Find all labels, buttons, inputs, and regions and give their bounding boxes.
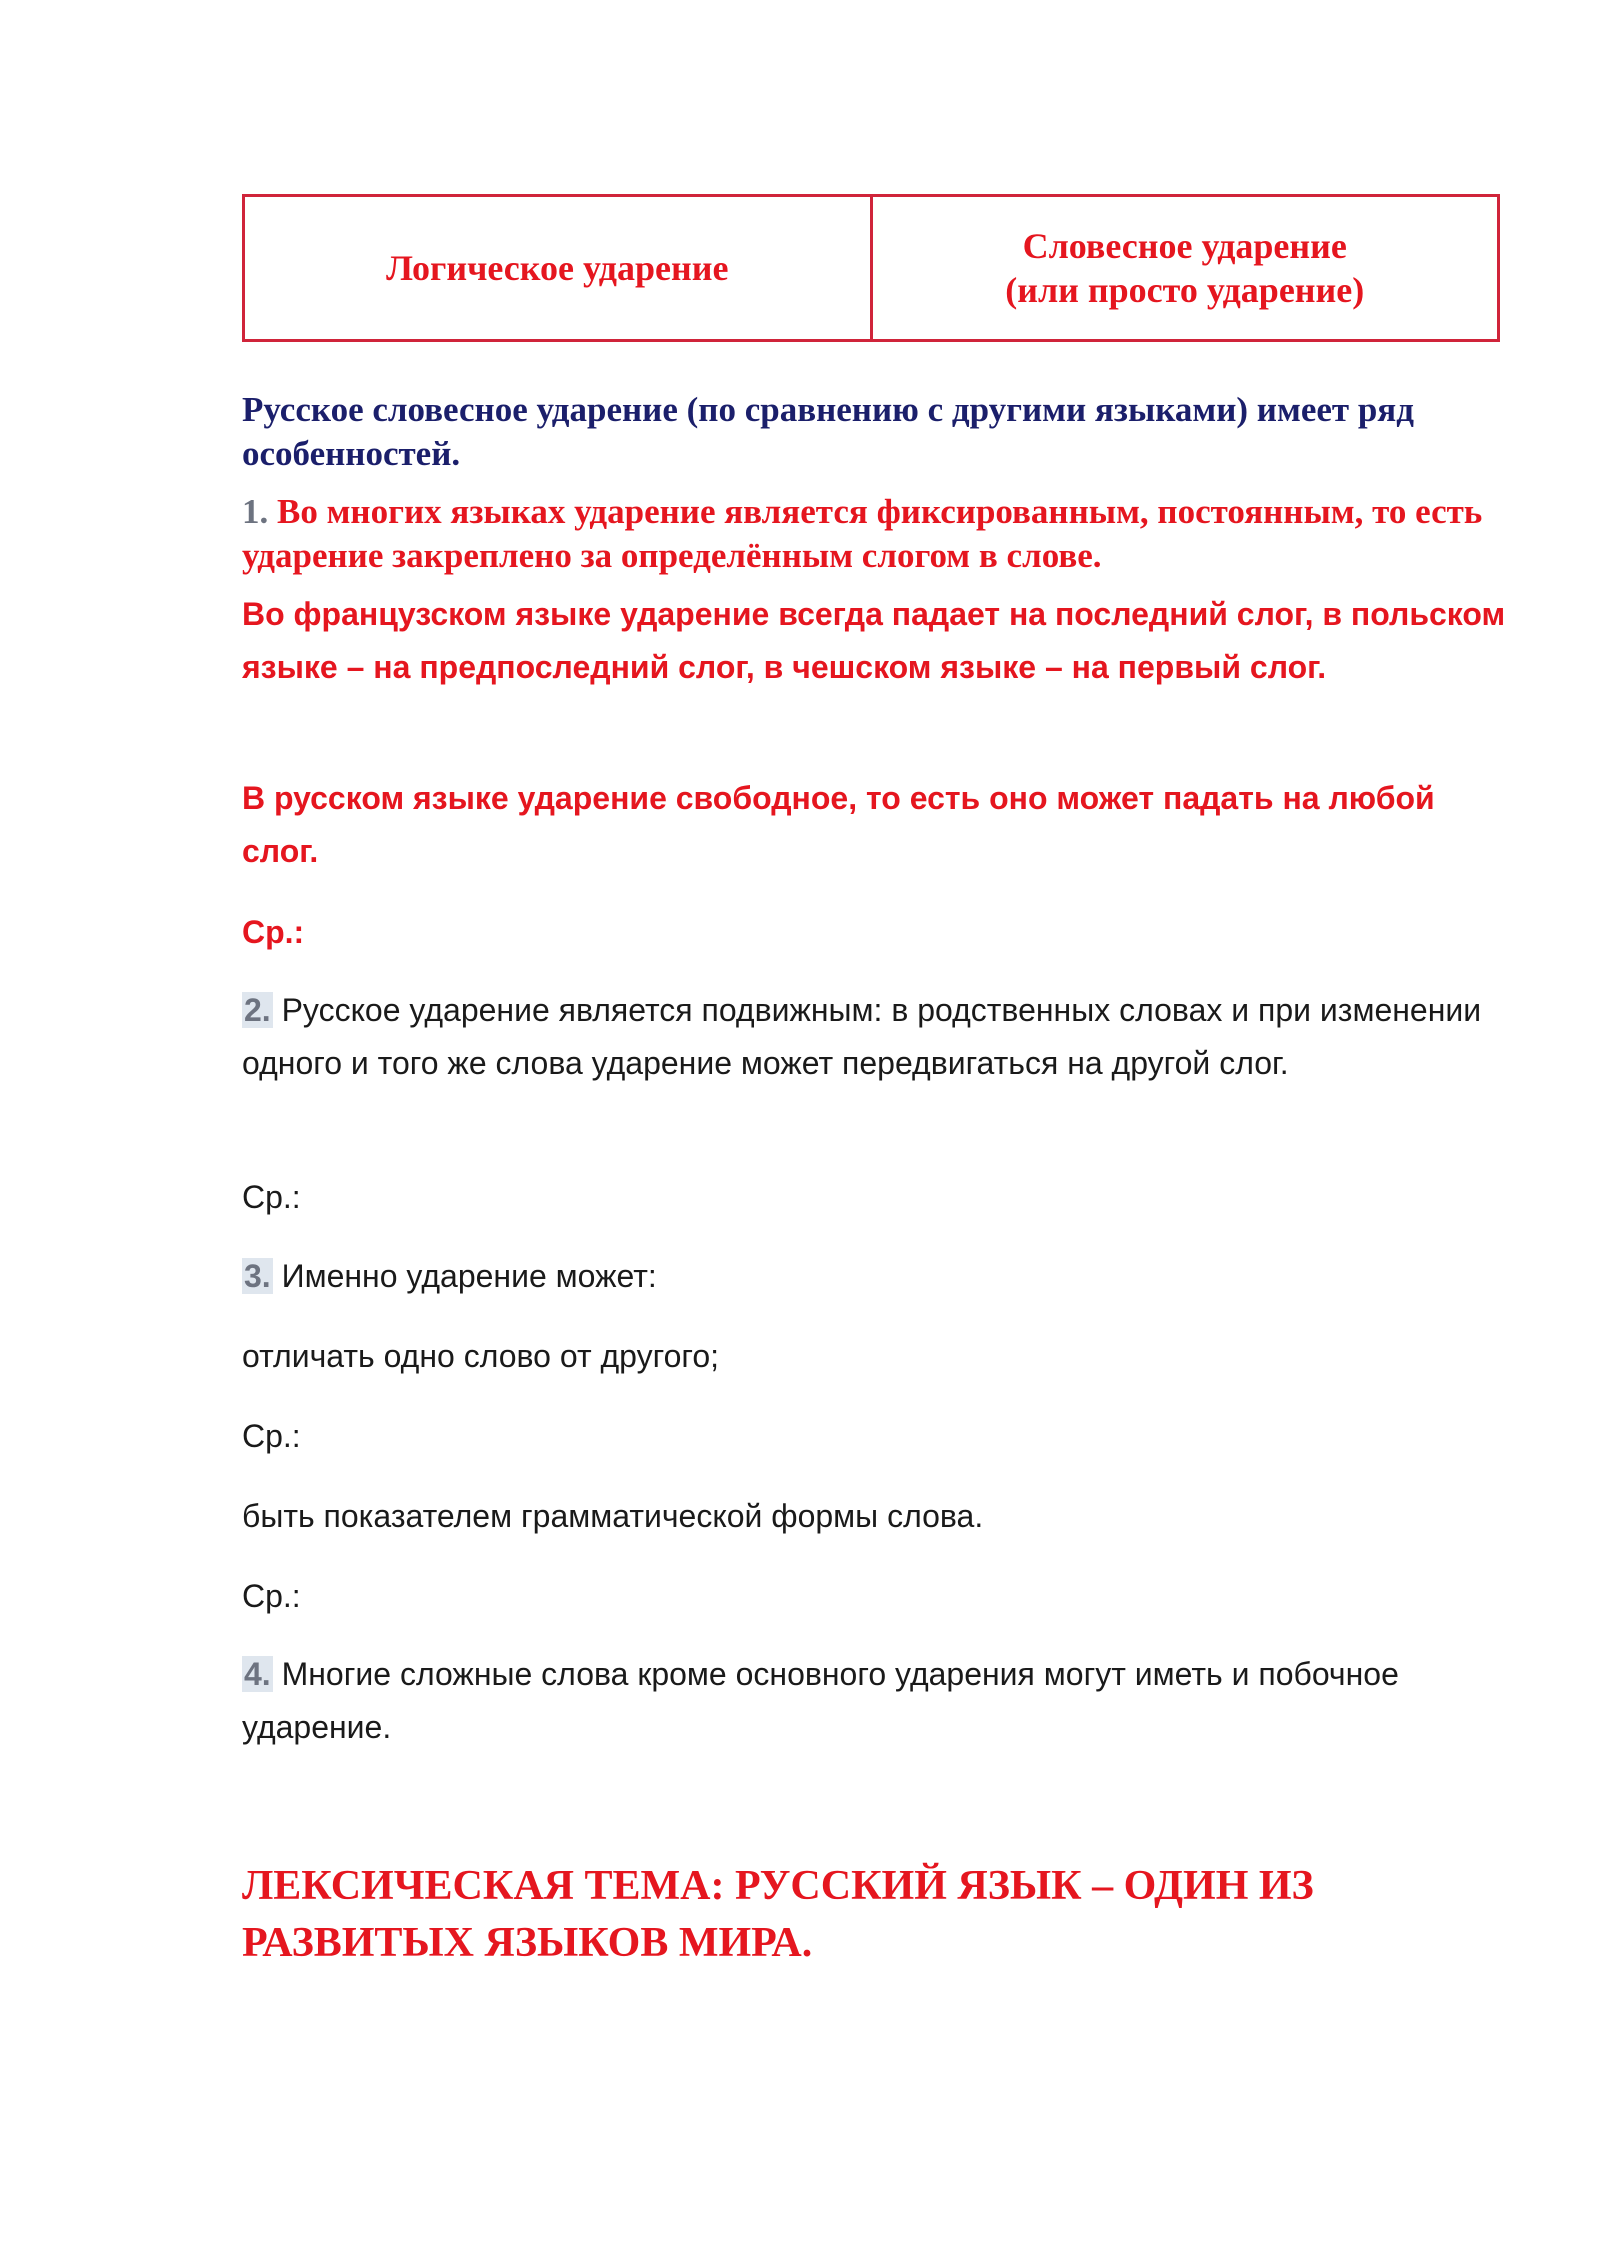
french-polish-czech-paragraph: Во французском языке ударение всегда падает на последний слог, в польском языке – на предпоследний слог, в чешском языке – на первый слог. [242,596,1506,685]
point-3-text: Именно ударение может: [272,1258,657,1294]
point-3-number: 3. [244,1258,271,1294]
point-1-text: Во многих языках ударение является фиксированным, постоянным, то есть ударение закреплено за определённым слогом в слове. [242,492,1483,575]
russian-free-stress-paragraph: В русском языке ударение свободное, то есть оно может падать на любой слог. [242,780,1435,869]
grammar-form-line: быть показателем грамматической формы слова. [242,1498,984,1534]
logical-stress-label: Логическое ударение [386,248,729,288]
compare-label-red: Ср.: [242,914,305,950]
distinguish-words-line: отличать одно слово от другого; [242,1338,720,1374]
point-2-text: Русское ударение является подвижным: в родственных словах и при изменении одного и того же слова ударение может передвигаться на другой слог. [242,992,1482,1081]
point-2-number: 2. [244,992,271,1028]
point-3-paragraph [242,1250,1512,1303]
stress-types-table [242,194,1500,342]
point-2-paragraph [242,984,1512,1090]
word-stress-note: (или просто ударение) [1005,270,1365,310]
compare-label-2: Ср.: [242,1179,301,1215]
word-stress-label: Словесное ударение [1022,226,1347,266]
point-4-paragraph [242,1648,1512,1754]
compare-label-4: Ср.: [242,1578,301,1614]
point-4-text: Многие сложные слова кроме основного ударения могут иметь и побочное ударение. [242,1656,1399,1745]
table-cell-logical-stress [245,197,870,339]
intro-paragraph: Русское словесное ударение (по сравнению с другими языками) имеет ряд особенностей. [242,390,1414,473]
table-cell-word-stress [870,197,1498,339]
point-1-paragraph [242,490,1512,578]
compare-label-3: Ср.: [242,1418,301,1454]
point-1-number: 1. [242,492,269,531]
lexical-topic-heading: ЛЕКСИЧЕСКАЯ ТЕМА: РУССКИЙ ЯЗЫК – ОДИН ИЗ РАЗВИТЫХ ЯЗЫКОВ МИРА. [242,1863,1314,1966]
point-4-number: 4. [244,1656,271,1692]
